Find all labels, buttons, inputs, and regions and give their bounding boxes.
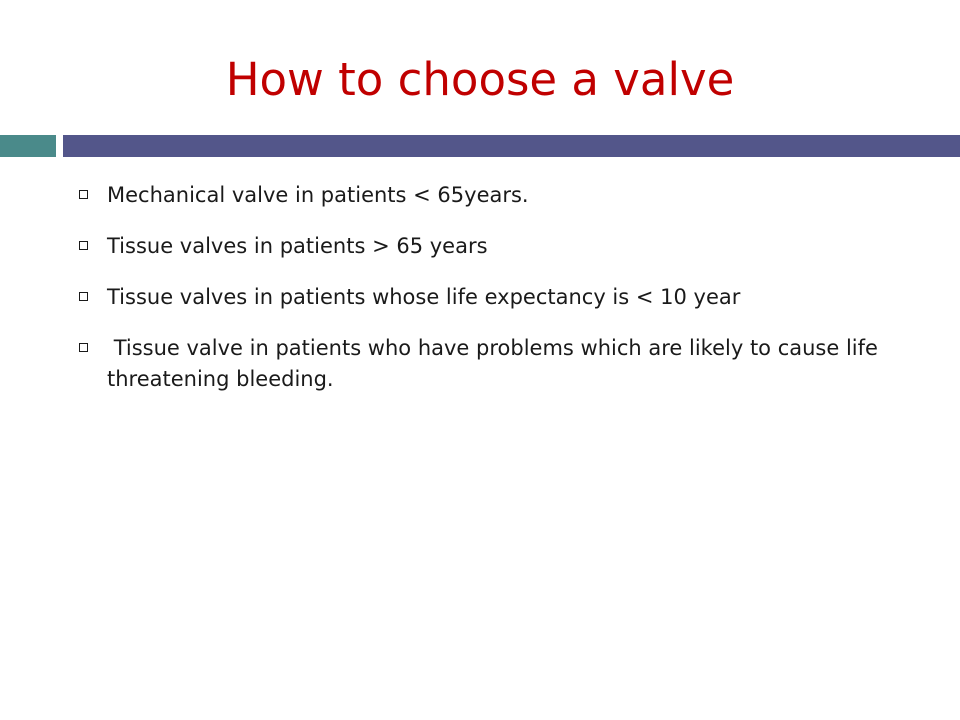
- bullet-item: [75, 180, 915, 211]
- title-accent-bar-right: [63, 135, 960, 157]
- hollow-square-icon: [79, 190, 88, 199]
- hollow-square-icon: [79, 343, 88, 352]
- bullet-item: [75, 333, 915, 395]
- bullet-item: [75, 231, 915, 262]
- bullet-text: Tissue valves in patients > 65 years: [107, 234, 488, 258]
- bullet-text: Tissue valve in patients who have problems which are likely to cause life threatening bleeding.: [107, 336, 885, 391]
- bullet-text: Tissue valves in patients whose life expectancy is < 10 year: [107, 285, 741, 309]
- bullet-list: [75, 180, 915, 415]
- hollow-square-icon: [79, 292, 88, 301]
- bullet-text: Mechanical valve in patients < 65years.: [107, 183, 529, 207]
- hollow-square-icon: [79, 241, 88, 250]
- slide-title: How to choose a valve: [225, 53, 735, 106]
- title-accent-bar-left: [0, 135, 56, 157]
- bullet-item: [75, 282, 915, 313]
